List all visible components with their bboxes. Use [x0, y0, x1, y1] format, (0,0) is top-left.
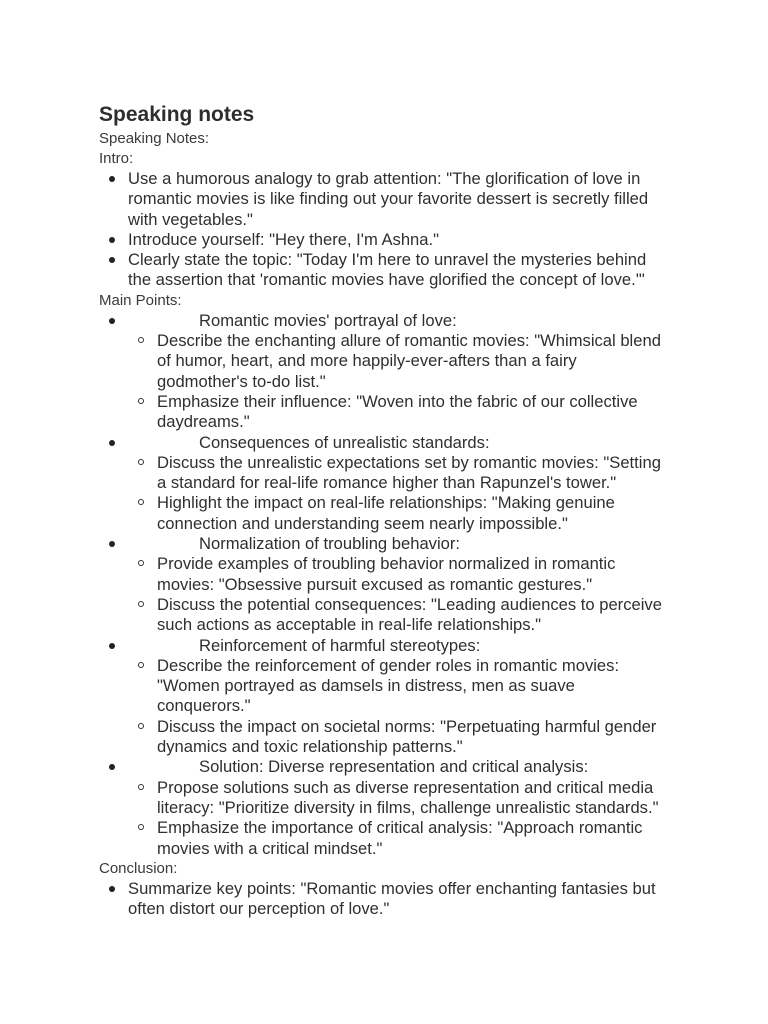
main-point [99, 433, 672, 534]
sub-point: Emphasize the importance of critical analysis: "Approach romantic movies with a critical mindset." [128, 818, 672, 859]
conclusion-list [99, 879, 672, 920]
intro-list [99, 169, 672, 291]
main-points-list [99, 311, 672, 859]
main-points-label: Main Points: [99, 291, 182, 309]
sub-point: Highlight the impact on real-life relationships: "Making genuine connection and understanding seem nearly impossible." [128, 493, 672, 534]
sub-point-list [128, 554, 672, 635]
main-point [99, 311, 672, 433]
main-point-title: Consequences of unrealistic standards: [199, 432, 490, 452]
subtitle: Speaking Notes: [99, 130, 210, 147]
sub-point-list [128, 778, 672, 859]
sub-point-list [128, 331, 672, 432]
sub-point: Discuss the impact on societal norms: "Perpetuating harmful gender dynamics and toxic relationship patterns." [128, 717, 672, 758]
intro-label: Intro: [99, 150, 134, 167]
conclusion-item: Summarize key points: "Romantic movies offer enchanting fantasies but often distort our perception of love." [99, 879, 672, 920]
main-point [99, 534, 672, 635]
sub-point: Discuss the unrealistic expectations set by romantic movies: "Setting a standard for real-life romance higher than Rapunzel's tower." [128, 453, 672, 494]
sub-point: Discuss the potential consequences: "Leading audiences to perceive such actions as acceptable in real-life relationships." [128, 595, 672, 636]
sub-point-list [128, 453, 672, 534]
intro-item: Clearly state the topic: "Today I'm here to unravel the mysteries behind the assertion that 'romantic movies have glorified the concept of love.'" [99, 250, 672, 291]
sub-point: Provide examples of troubling behavior normalized in romantic movies: "Obsessive pursuit excused as romantic gestures." [128, 554, 672, 595]
page-title: Speaking notes [99, 103, 255, 126]
main-point-title: Solution: Diverse representation and critical analysis: [199, 757, 589, 777]
conclusion-label: Conclusion: [99, 859, 178, 877]
sub-point: Propose solutions such as diverse representation and critical media literacy: "Prioritize diversity in films, challenge unrealistic standards." [128, 778, 672, 819]
sub-point: Describe the enchanting allure of romantic movies: "Whimsical blend of humor, heart, and more happily-ever-afters than a fairy godmother's to-do list." [128, 331, 672, 392]
main-point-title: Romantic movies' portrayal of love: [199, 310, 457, 330]
main-point [99, 757, 672, 858]
sub-point-list [128, 656, 672, 757]
sub-point: Describe the reinforcement of gender roles in romantic movies: "Women portrayed as damsels in distress, men as suave conquerors." [128, 656, 672, 717]
sub-point: Emphasize their influence: "Woven into the fabric of our collective daydreams." [128, 392, 672, 433]
intro-item: Introduce yourself: "Hey there, I'm Ashna." [99, 230, 672, 250]
main-point-title: Normalization of troubling behavior: [199, 534, 461, 554]
intro-item: Use a humorous analogy to grab attention: "The glorification of love in romantic movies is like finding out your favorite dessert is secretly filled with vegetables." [99, 169, 672, 230]
main-point-title: Reinforcement of harmful stereotypes: [199, 635, 481, 655]
main-point [99, 636, 672, 758]
